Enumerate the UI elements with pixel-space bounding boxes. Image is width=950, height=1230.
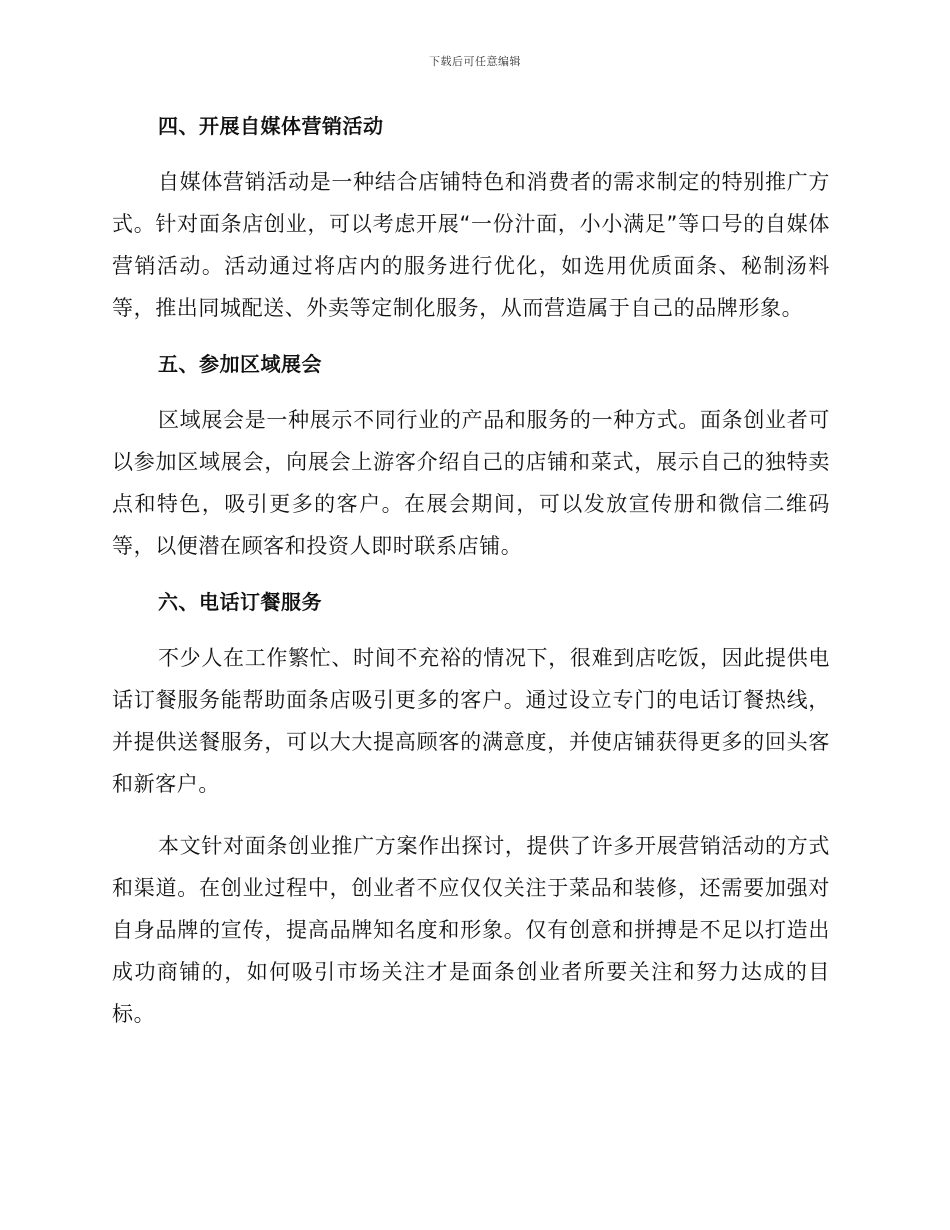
closing-paragraph: 本文针对面条创业推广方案作出探讨，提供了许多开展营销活动的方式和渠道。在创业过程中，创业者不应仅仅关注于菜品和装修，还需要加强对自身品牌的宣传，提高品牌知名度和形象。仅有创意和拼搏是不足以打造出成功商铺的，如何吸引市场关注才是面条创业者所要关注和努力达成的目标。 — [112, 834, 830, 1026]
document-body — [112, 106, 830, 1050]
section-paragraph-6: 不少人在工作繁忙、时间不充裕的情况下，很难到店吃饭，因此提供电话订餐服务能帮助面条店吸引更多的客户。通过设立专门的电话订餐热线，并提供送餐服务，可以大大提高顾客的满意度，并使店铺获得更多的回头客和新客户。 — [112, 646, 830, 796]
section-heading-5: 五、参加区域展会 — [158, 352, 322, 376]
section-paragraph-4: 自媒体营销活动是一种结合店铺特色和消费者的需求制定的特别推广方式。针对面条店创业，可以考虑开展“一份汁面，小小满足”等口号的自媒体营销活动。活动通过将店内的服务进行优化，如选用优质面条、秘制汤料等，推出同城配送、外卖等定制化服务，从而营造属于自己的品牌形象。 — [112, 170, 830, 320]
section-heading-4: 四、开展自媒体营销活动 — [158, 114, 384, 138]
section-paragraph-5: 区域展会是一种展示不同行业的产品和服务的一种方式。面条创业者可以参加区域展会，向展会上游客介绍自己的店铺和菜式，展示自己的独特卖点和特色，吸引更多的客户。在展会期间，可以发放宣传册和微信二维码等，以便潜在顾客和投资人即时联系店铺。 — [112, 408, 830, 558]
section-heading-6: 六、电话订餐服务 — [158, 590, 322, 614]
page-header: 下载后可任意编辑 — [429, 55, 521, 68]
